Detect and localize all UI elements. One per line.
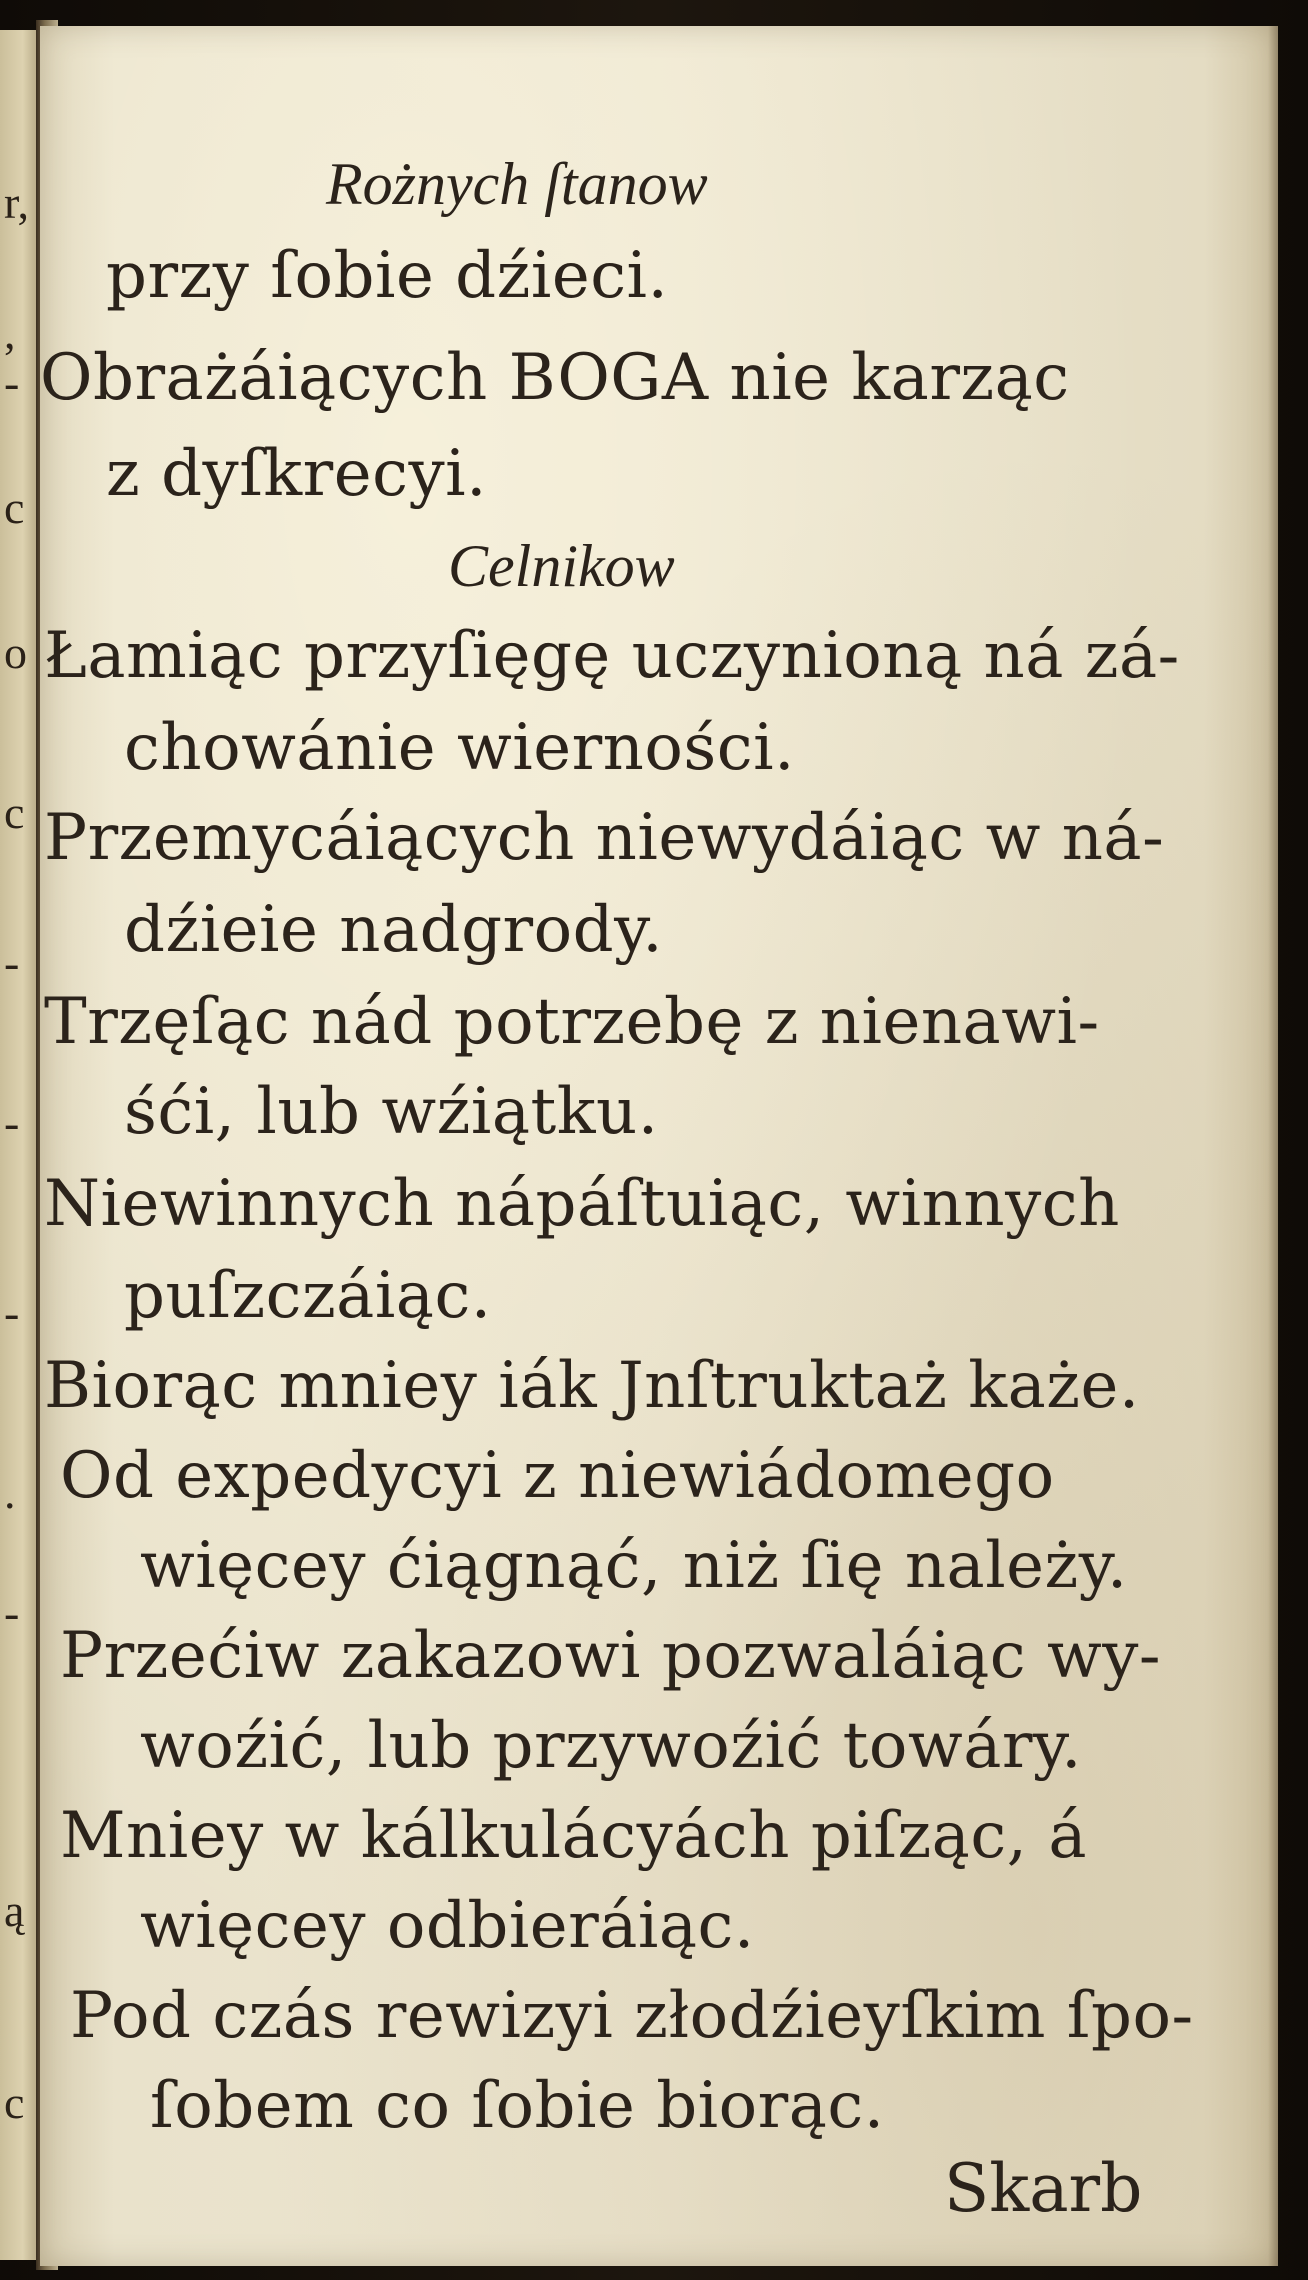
text-line: puſzczáiąc. — [124, 1259, 492, 1333]
text-line: Niewinnych nápáſtuiąc, winnych — [44, 1167, 1120, 1241]
facing-page-fragment: , — [4, 307, 16, 358]
text-line: Przećiw zakazowi pozwaláiąc wy- — [60, 1619, 1161, 1693]
text-line: ſobem co ſobie biorąc. — [150, 2069, 885, 2143]
text-line: Biorąc mniey iák Jnſtruktaż każe. — [44, 1349, 1140, 1423]
facing-page-fragment: - — [4, 357, 20, 408]
text-line: Od expedycyi z niewiádomego — [60, 1439, 1055, 1513]
facing-page-edge — [0, 30, 38, 2260]
book-page — [40, 26, 1278, 2266]
text-line: dźieie nadgrody. — [124, 893, 664, 967]
text-line: przy ſobie dźieci. — [106, 239, 669, 313]
facing-page-fragment: o — [4, 627, 27, 678]
text-line: Pod czás rewizyi złodźieyſkim ſpo- — [70, 1979, 1194, 2053]
facing-page-fragment: . — [4, 1467, 16, 1518]
facing-page-fragment: - — [4, 937, 20, 988]
section-heading: Celnikow — [448, 533, 675, 599]
running-head: Rożnych ſtanow — [326, 151, 708, 217]
facing-page-fragment: c — [4, 2077, 25, 2128]
facing-page-fragment: - — [4, 1287, 20, 1338]
text-line: Trzęſąc nád potrzebę z nienawi- — [44, 985, 1100, 1059]
text-line: więcey odbieráiąc. — [140, 1889, 755, 1963]
text-line: Przemycáiących niewydáiąc w ná- — [44, 801, 1165, 875]
facing-page-fragment: - — [4, 1097, 20, 1148]
page-edge-shadow — [1268, 26, 1278, 2266]
text-line: więcey ćiągnąć, niż ſię należy. — [140, 1529, 1128, 1603]
facing-page-fragment: c — [4, 482, 25, 533]
text-line: chowánie wierności. — [124, 711, 795, 785]
facing-page-fragment: c — [4, 787, 25, 838]
text-line: Łamiąc przyſięgę uczynioną ná zá- — [44, 619, 1180, 693]
text-line: Obrażáiących BOGA nie karząc — [40, 341, 1070, 415]
text-line: śći, lub wźiątku. — [124, 1075, 659, 1149]
text-line: z dyſkrecyi. — [106, 437, 487, 511]
catchword: Skarb — [944, 2150, 1143, 2227]
text-line: Mniey w kálkulácyách piſząc, á — [60, 1799, 1087, 1873]
facing-page-fragment: ą — [4, 1885, 25, 1936]
facing-page-fragment: - — [4, 1587, 20, 1638]
facing-page-fragment: r, — [4, 177, 29, 228]
text-line: woźić, lub przywoźić towáry. — [140, 1709, 1082, 1783]
